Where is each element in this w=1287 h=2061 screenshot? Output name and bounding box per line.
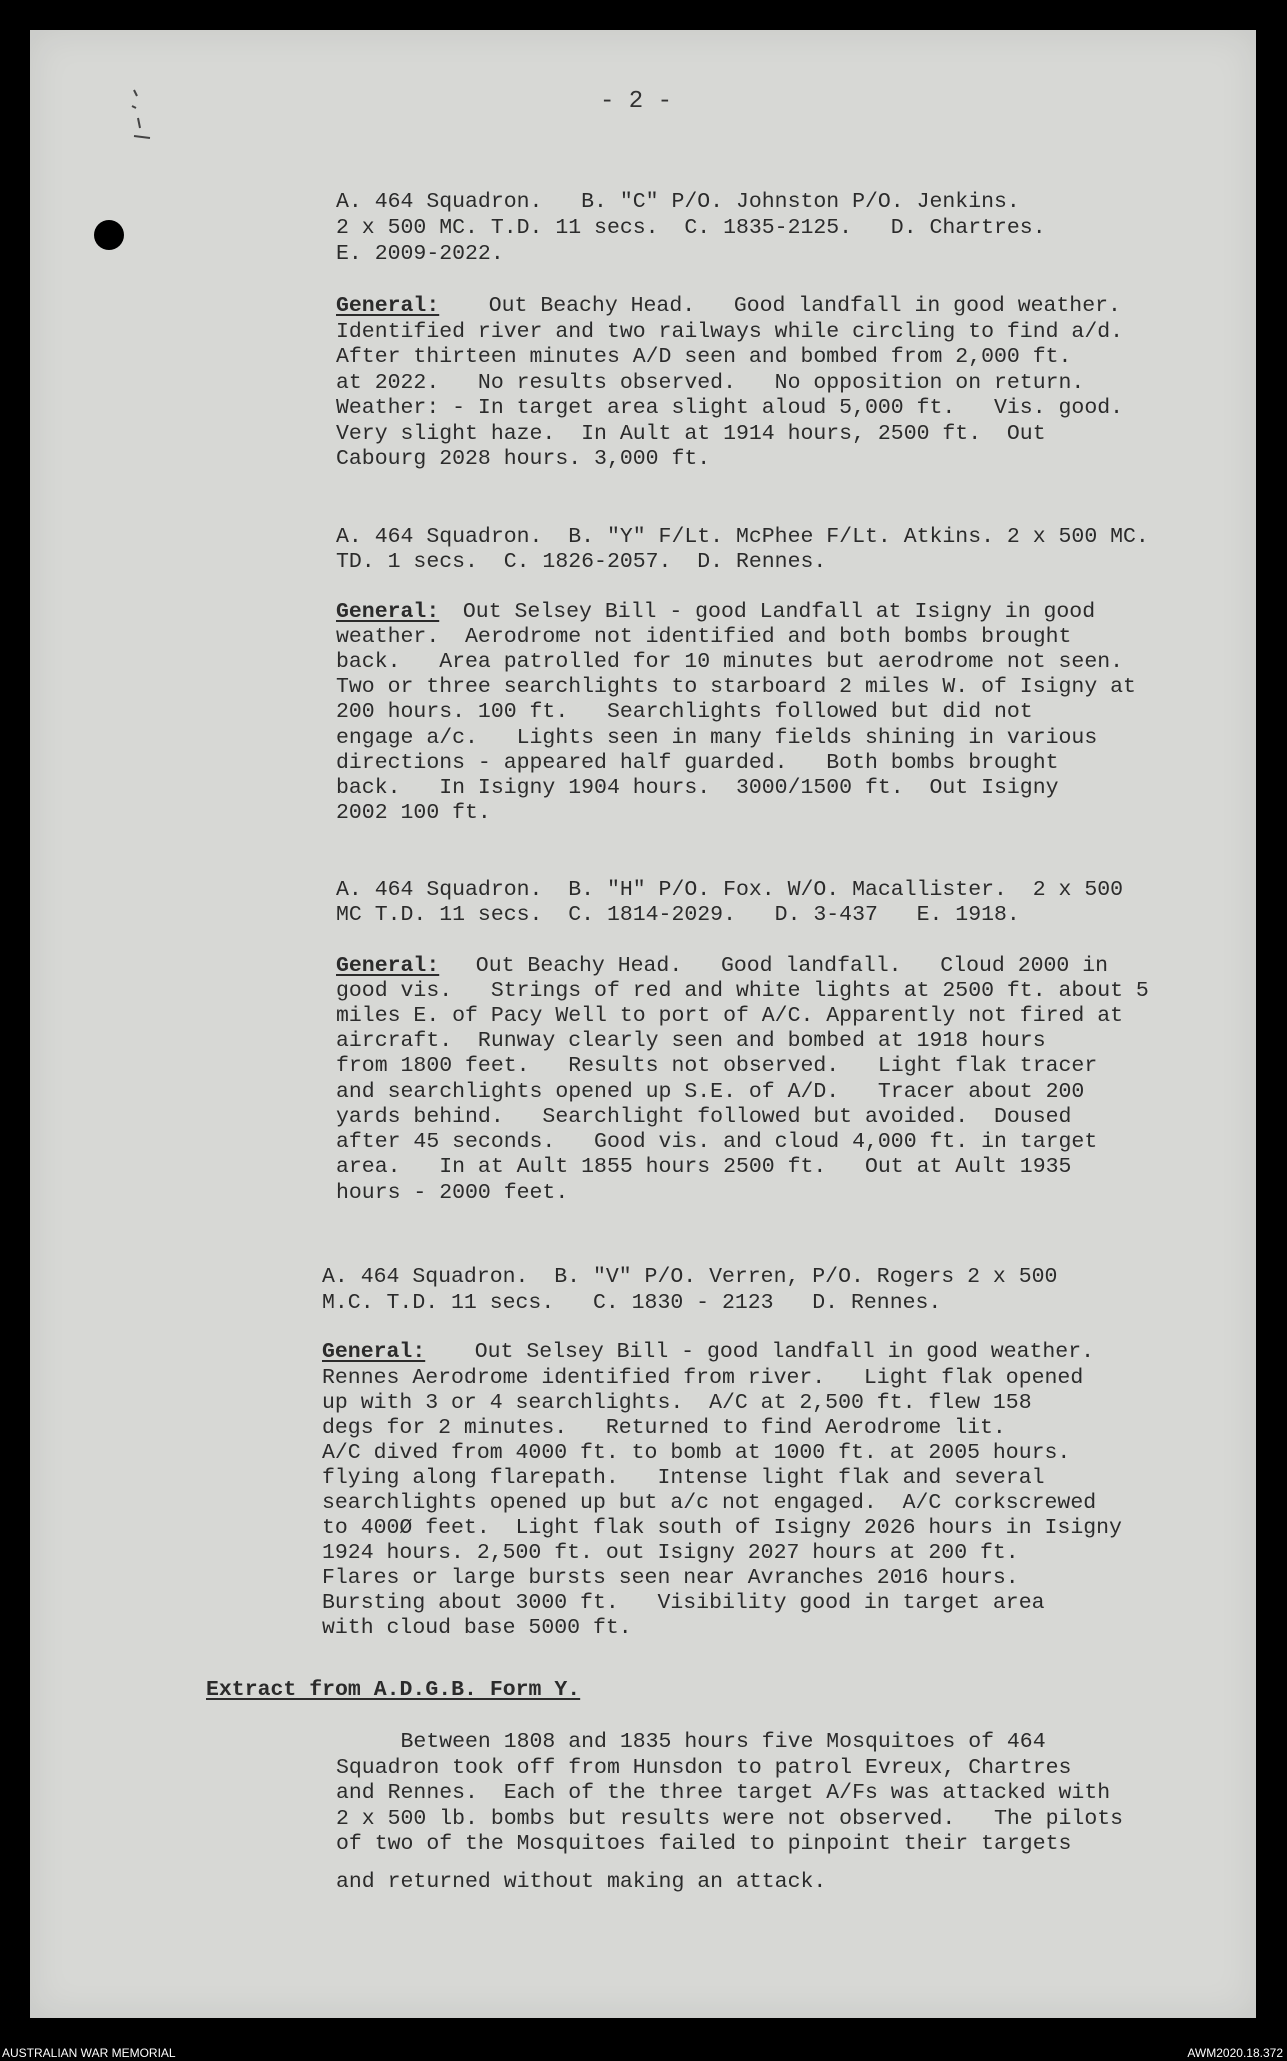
entry-header-line: A. 464 Squadron. B. "C" P/O. Johnston P/O. Jenkins. — [336, 190, 1020, 214]
entry-header-line: A. 464 Squadron. B. "H" P/O. Fox. W/O. Macallister. 2 x 500 — [336, 878, 1124, 902]
entry-body-line: After thirteen minutes A/D seen and bombed from 2,000 ft. — [336, 345, 1072, 369]
extract-line: Between 1808 and 1835 hours five Mosquitoes of 464 — [336, 1730, 1046, 1754]
entry-body-line: at 2022. No results observed. No opposition on return. — [336, 371, 1085, 395]
entry-body-line: directions - appeared half guarded. Both bombs brought — [336, 751, 1059, 775]
entry-body-line: up with 3 or 4 searchlights. A/C at 2,500 ft. flew 158 — [322, 1391, 1032, 1415]
entry-body-line: yards behind. Searchlight followed but avoided. Doused — [336, 1105, 1072, 1129]
footer-institution: AUSTRALIAN WAR MEMORIAL — [2, 2046, 176, 2060]
entry-body-line: to 400Ø feet. Light flak south of Isigny 2026 hours in Isigny — [322, 1516, 1122, 1540]
entry-body-line: Out Selsey Bill - good landfall in good weather. — [436, 1340, 1095, 1364]
entry-body-line: Cabourg 2028 hours. 3,000 ft. — [336, 447, 711, 471]
general-label: General: — [336, 954, 440, 978]
entry-body-line: A/C dived from 4000 ft. to bomb at 1000 ft. at 2005 hours. — [322, 1441, 1071, 1465]
pencil-marks — [130, 86, 170, 146]
entry-body-line: Flares or large bursts seen near Avranches 2016 hours. — [322, 1566, 1019, 1590]
entry-header-line: A. 464 Squadron. B. "V" P/O. Verren, P/O. Rogers 2 x 500 — [322, 1265, 1058, 1289]
entry-body-line: Weather: - In target area slight aloud 5,000 ft. Vis. good. — [336, 396, 1124, 420]
general-label: General: — [322, 1340, 426, 1364]
entry-body-line: Rennes Aerodrome identified from river. Light flak opened — [322, 1366, 1084, 1390]
general-label: General: — [336, 294, 440, 318]
entry-body-line: Out Selsey Bill - good Landfall at Isigny in good — [450, 600, 1096, 624]
extract-heading: Extract from A.D.G.B. Form Y. — [206, 1678, 581, 1702]
entry-body-line: back. Area patrolled for 10 minutes but aerodrome not seen. — [336, 650, 1124, 674]
entry-body-line: engage a/c. Lights seen in many fields shining in various — [336, 726, 1098, 750]
entry-header-line: E. 2009-2022. — [336, 242, 504, 266]
entry-body-line: after 45 seconds. Good vis. and cloud 4,000 ft. in target — [336, 1130, 1098, 1154]
entry-header-line: 2 x 500 MC. T.D. 11 secs. C. 1835-2125. D. Chartres. — [336, 216, 1046, 240]
entry-body-line: back. In Isigny 1904 hours. 3000/1500 ft. Out Isigny — [336, 776, 1059, 800]
entry-header-line: A. 464 Squadron. B. "Y" F/Lt. McPhee F/Lt. Atkins. 2 x 500 MC. — [336, 525, 1149, 549]
entry-body-line: Bursting about 3000 ft. Visibility good in target area — [322, 1591, 1045, 1615]
entry-body-line: Identified river and two railways while circling to find a/d. — [336, 320, 1124, 344]
entry-body-line: Out Beachy Head. Good landfall. Cloud 2000 in — [450, 954, 1109, 978]
entry-body-line: flying along flarepath. Intense light flak and several — [322, 1466, 1045, 1490]
entry-body-line: and searchlights opened up S.E. of A/D. Tracer about 200 — [336, 1080, 1085, 1104]
entry-body-line: Two or three searchlights to starboard 2 miles W. of Isigny at — [336, 675, 1136, 699]
entry-body-line: Out Beachy Head. Good landfall in good weather. — [450, 294, 1121, 318]
entry-body-line: Very slight haze. In Ault at 1914 hours, 2500 ft. Out — [336, 422, 1046, 446]
entry-body-line: searchlights opened up but a/c not engaged. A/C corkscrewed — [322, 1491, 1097, 1515]
entry-body-line: aircraft. Runway clearly seen and bombed at 1918 hours — [336, 1029, 1046, 1053]
entry-header-line: TD. 1 secs. C. 1826-2057. D. Rennes. — [336, 550, 827, 574]
general-label: General: — [336, 600, 440, 624]
footer-reference: AWM2020.18.372 — [1187, 2046, 1283, 2060]
punch-hole — [94, 220, 124, 250]
entry-body-line: 200 hours. 100 ft. Searchlights followed but did not — [336, 700, 1033, 724]
entry-header-line: MC T.D. 11 secs. C. 1814-2029. D. 3-437 E. 1918. — [336, 903, 1020, 927]
entry-body-line: 2002 100 ft. — [336, 801, 491, 825]
entry-body-line: hours - 2000 feet. — [336, 1181, 569, 1205]
entry-body-line: with cloud base 5000 ft. — [322, 1616, 632, 1640]
extract-line: 2 x 500 lb. bombs but results were not observed. The pilots — [336, 1807, 1124, 1831]
entry-body-line: weather. Aerodrome not identified and both bombs brought — [336, 625, 1072, 649]
entry-body-line: from 1800 feet. Results not observed. Light flak tracer — [336, 1054, 1098, 1078]
extract-line: and returned without making an attack. — [336, 1870, 827, 1894]
entry-body-line: degs for 2 minutes. Returned to find Aerodrome lit. — [322, 1416, 1006, 1440]
extract-line: Squadron took off from Hunsdon to patrol Evreux, Chartres — [336, 1756, 1072, 1780]
page-number: - 2 - — [600, 88, 673, 115]
entry-body-line: area. In at Ault 1855 hours 2500 ft. Out at Ault 1935 — [336, 1155, 1072, 1179]
extract-line: and Rennes. Each of the three target A/Fs was attacked with — [336, 1781, 1111, 1805]
entry-body-line: miles E. of Pacy Well to port of A/C. Apparently not fired at — [336, 1004, 1124, 1028]
extract-line: of two of the Mosquitoes failed to pinpoint their targets — [336, 1832, 1072, 1856]
entry-header-line: M.C. T.D. 11 secs. C. 1830 - 2123 D. Rennes. — [322, 1291, 942, 1315]
entry-body-line: good vis. Strings of red and white lights at 2500 ft. about 5 — [336, 979, 1149, 1003]
entry-body-line: 1924 hours. 2,500 ft. out Isigny 2027 hours at 200 ft. — [322, 1541, 1019, 1565]
